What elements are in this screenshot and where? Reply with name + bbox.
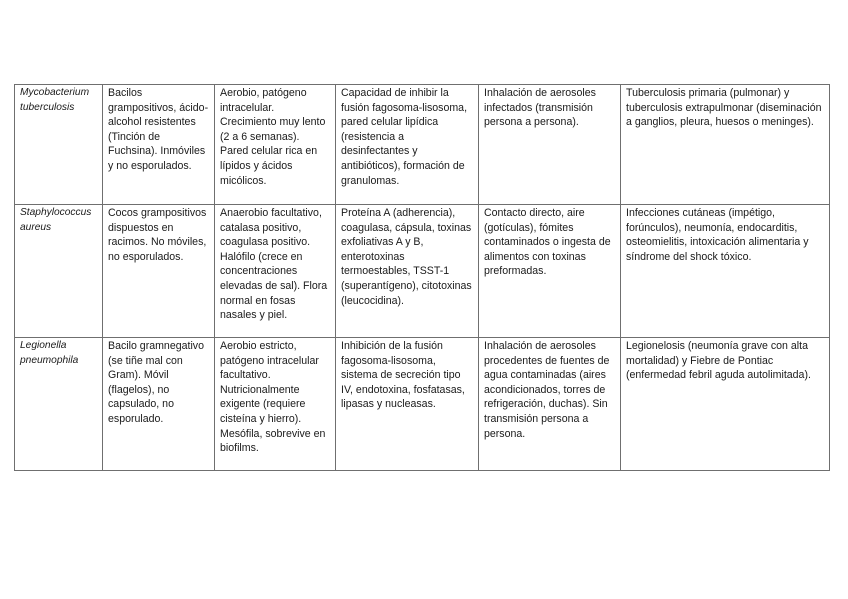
physiology-cell: Aerobio estricto, patógeno intracelular facultativo. Nutricionalmente exigente (requiere cisteína y hierro). Mesófila, sobrevive en biofilms.	[215, 338, 336, 471]
disease-cell: Legionelosis (neumonía grave con alta mortalidad) y Fiebre de Pontiac (enfermedad febril aguda autolimitada).	[621, 338, 830, 471]
species-cell: Legionella pneumophila	[15, 338, 103, 471]
table-row	[15, 205, 830, 338]
species-cell: Mycobacterium tuberculosis	[15, 85, 103, 205]
disease-cell: Tuberculosis primaria (pulmonar) y tuberculosis extrapulmonar (diseminación a ganglios, pleura, huesos o meninges).	[621, 85, 830, 205]
table-row	[15, 85, 830, 205]
species-cell: Staphylococcus aureus	[15, 205, 103, 338]
transmission-cell: Inhalación de aerosoles infectados (transmisión persona a persona).	[479, 85, 621, 205]
virulence-cell: Capacidad de inhibir la fusión fagosoma-lisosoma, pared celular lipídica (resistencia a desinfectantes y antibióticos), formación de granulomas.	[336, 85, 479, 205]
virulence-cell: Inhibición de la fusión fagosoma-lisosoma, sistema de secreción tipo IV, endotoxina, fosfatasas, lipasas y nucleasas.	[336, 338, 479, 471]
morphology-cell: Cocos grampositivos dispuestos en racimos. No móviles, no esporulados.	[103, 205, 215, 338]
transmission-cell: Contacto directo, aire (gotículas), fómites contaminados o ingesta de alimentos con toxinas preformadas.	[479, 205, 621, 338]
table-row	[15, 338, 830, 471]
transmission-cell: Inhalación de aerosoles procedentes de fuentes de agua contaminadas (aires acondicionados, torres de refrigeración, duchas). Sin transmisión persona a persona.	[479, 338, 621, 471]
disease-cell: Infecciones cutáneas (impétigo, forúnculos), neumonía, endocarditis, osteomielitis, intoxicación alimentaria y síndrome del shock tóxico.	[621, 205, 830, 338]
virulence-cell: Proteína A (adherencia), coagulasa, cápsula, toxinas exfoliativas A y B, enterotoxinas termoestables, TSST-1 (superantígeno), citotoxinas (leucocidina).	[336, 205, 479, 338]
physiology-cell: Aerobio, patógeno intracelular. Crecimiento muy lento (2 a 6 semanas). Pared celular rica en lípidos y ácidos micólicos.	[215, 85, 336, 205]
bacteria-table	[14, 84, 830, 471]
physiology-cell: Anaerobio facultativo, catalasa positivo, coagulasa positivo. Halófilo (crece en concentraciones elevadas de sal). Flora normal en fosas nasales y piel.	[215, 205, 336, 338]
morphology-cell: Bacilo gramnegativo (se tiñe mal con Gram). Móvil (flagelos), no capsulado, no esporulado.	[103, 338, 215, 471]
morphology-cell: Bacilos grampositivos, ácido-alcohol resistentes (Tinción de Fuchsina). Inmóviles y no esporulados.	[103, 85, 215, 205]
